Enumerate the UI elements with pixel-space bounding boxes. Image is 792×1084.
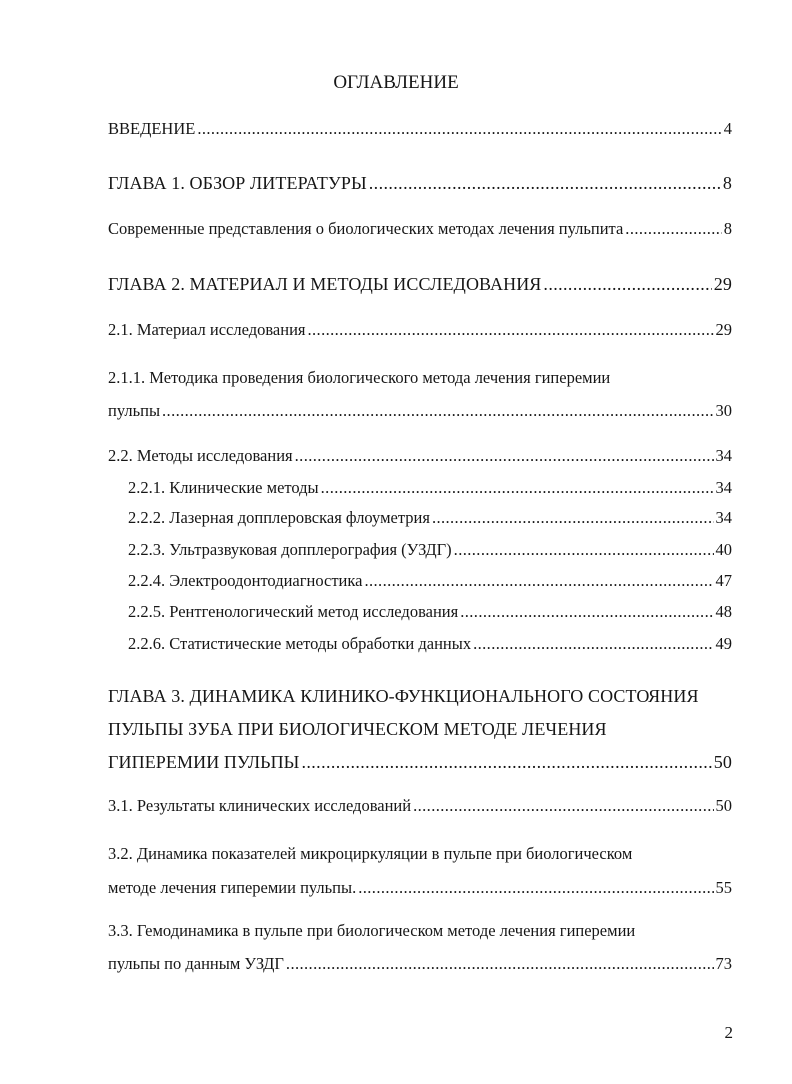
toc-entry-title: 2.2. Методы исследования bbox=[108, 446, 293, 465]
toc-entry-chapter-1[interactable] bbox=[108, 167, 732, 199]
toc-entry-title-line1: 2.1.1. Методика проведения биологического метода лечения гиперемии bbox=[108, 368, 611, 387]
toc-entry-title: 2.2.4. Электроодонтодиагностика bbox=[128, 571, 363, 590]
toc-entry-page: 47 bbox=[715, 571, 732, 590]
toc-entry-2-1-1[interactable] bbox=[108, 362, 732, 427]
toc-entry-page: 34 bbox=[715, 446, 732, 465]
dot-leader bbox=[321, 472, 714, 504]
toc-entry-title-line2: ПУЛЬПЫ ЗУБА ПРИ БИОЛОГИЧЕСКОМ МЕТОДЕ ЛЕЧЕНИЯ bbox=[108, 719, 607, 739]
dot-leader bbox=[369, 167, 721, 199]
dot-leader bbox=[364, 565, 713, 597]
toc-entry-title-line1: 3.3. Гемодинамика в пульпе при биологическом методе лечения гиперемии bbox=[108, 921, 636, 940]
toc-entry-page: 48 bbox=[715, 602, 732, 621]
toc-entry-2-2-1[interactable] bbox=[128, 472, 732, 504]
toc-entry-page: 4 bbox=[723, 119, 732, 138]
toc-entry-page: 50 bbox=[713, 752, 732, 772]
toc-entry-3-2[interactable] bbox=[108, 838, 732, 904]
toc-entry-title: ВВЕДЕНИЕ bbox=[108, 119, 196, 138]
toc-entry-title: 2.2.6. Статистические методы обработки данных bbox=[128, 634, 472, 653]
toc-entry-title: 2.2.3. Ультразвуковая допплерография (УЗДГ) bbox=[128, 540, 452, 559]
toc-entry-title-line3: ГИПЕРЕМИИ ПУЛЬПЫ bbox=[108, 752, 300, 772]
toc-entry-title: 2.2.5. Рентгенологический метод исследования bbox=[128, 602, 459, 621]
toc-entry-title: 2.2.1. Клинические методы bbox=[128, 478, 319, 497]
page-number: 2 bbox=[724, 1023, 733, 1042]
dot-leader bbox=[286, 948, 714, 980]
toc-entry-page: 34 bbox=[715, 478, 732, 497]
toc-entry-title-line2: пульпы по данным УЗДГ bbox=[108, 954, 284, 973]
toc-entry-title: ГЛАВА 1. ОБЗОР ЛИТЕРАТУРЫ bbox=[108, 173, 367, 193]
toc-entry-2-2-2[interactable] bbox=[128, 502, 732, 534]
toc-entry-2-2-5[interactable] bbox=[128, 596, 732, 628]
toc-entry-title: Современные представления о биологических методах лечения пульпита bbox=[108, 219, 624, 238]
dot-leader bbox=[460, 596, 713, 628]
toc-entry-title-line1: 3.2. Динамика показателей микроциркуляции в пульпе при биологическом bbox=[108, 844, 633, 863]
toc-entry-intro[interactable] bbox=[108, 113, 732, 145]
toc-entry-page: 40 bbox=[715, 540, 732, 559]
toc-entry-title-line2: методе лечения гиперемии пульпы. bbox=[108, 878, 357, 897]
dot-leader bbox=[543, 268, 711, 300]
dot-leader bbox=[295, 440, 714, 472]
toc-entry-3-1[interactable] bbox=[108, 790, 732, 822]
toc-entry-chapter-3[interactable] bbox=[108, 680, 732, 778]
toc-entry-chapter-2[interactable] bbox=[108, 268, 732, 300]
toc-entry-title-line1: ГЛАВА 3. ДИНАМИКА КЛИНИКО-ФУНКЦИОНАЛЬНОГО СОСТОЯНИЯ bbox=[108, 686, 699, 706]
toc-entry-page: 8 bbox=[722, 173, 732, 193]
toc-entry-2-2-6[interactable] bbox=[128, 628, 732, 660]
toc-entry-1-1[interactable] bbox=[108, 213, 732, 245]
toc-entry-title: 2.2.2. Лазерная допплеровская флоуметрия bbox=[128, 508, 430, 527]
toc-entry-page: 30 bbox=[715, 401, 732, 420]
toc-entry-3-3[interactable] bbox=[108, 915, 732, 980]
page-title: ОГЛАВЛЕНИЕ bbox=[333, 72, 459, 93]
dot-leader bbox=[358, 872, 713, 904]
toc-entry-title: ГЛАВА 2. МАТЕРИАЛ И МЕТОДЫ ИССЛЕДОВАНИЯ bbox=[108, 274, 542, 294]
toc-entry-page: 34 bbox=[715, 508, 732, 527]
dot-leader bbox=[197, 113, 721, 145]
dot-leader bbox=[432, 502, 714, 534]
dot-leader bbox=[454, 534, 714, 566]
toc-entry-title-line2: пульпы bbox=[108, 401, 161, 420]
dot-leader bbox=[162, 395, 713, 427]
dot-leader bbox=[301, 746, 711, 778]
toc-entry-2-2-4[interactable] bbox=[128, 565, 732, 597]
toc-entry-title: 2.1. Материал исследования bbox=[108, 320, 306, 339]
toc-entry-2-1[interactable] bbox=[108, 314, 732, 346]
toc-entry-page: 8 bbox=[723, 219, 732, 238]
toc-entry-2-2[interactable] bbox=[108, 440, 732, 472]
toc-entry-page: 73 bbox=[715, 954, 732, 973]
toc-entry-page: 49 bbox=[715, 634, 732, 653]
dot-leader bbox=[413, 790, 713, 822]
dot-leader bbox=[473, 628, 713, 660]
toc-entry-page: 29 bbox=[713, 274, 732, 294]
toc-entry-page: 29 bbox=[715, 320, 732, 339]
dot-leader bbox=[625, 213, 721, 245]
dot-leader bbox=[308, 314, 714, 346]
toc-entry-title: 3.1. Результаты клинических исследований bbox=[108, 796, 412, 815]
toc-entry-page: 55 bbox=[715, 878, 732, 897]
toc-entry-page: 50 bbox=[715, 796, 732, 815]
toc-entry-2-2-3[interactable] bbox=[128, 534, 732, 566]
